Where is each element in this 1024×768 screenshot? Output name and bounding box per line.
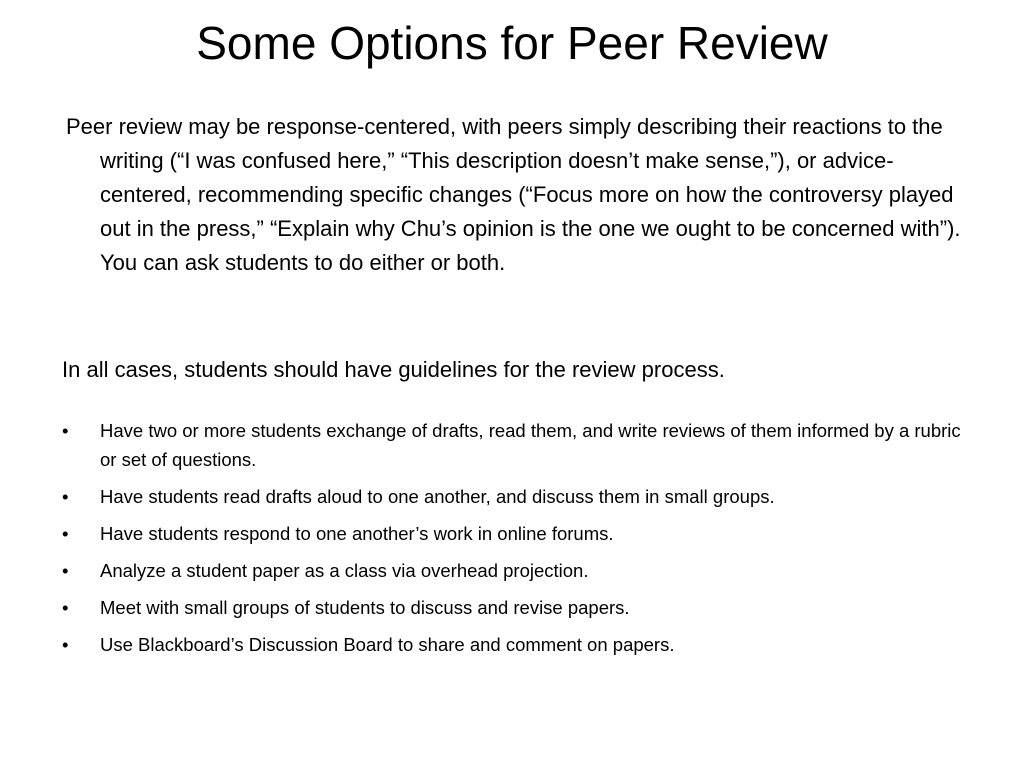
bullet-icon: •: [62, 486, 69, 507]
bullet-icon: •: [62, 420, 69, 441]
intro-paragraph: Peer review may be response-centered, with peers simply describing their reactions to the writing (“I was confused here,” “This description doesn’t make sense,”), or advice-centered, recommending specific changes (“Focus more on how the controversy played out in the press,” “Explain why Chu’s opinion is the one we ought to be concerned with”). You can ask students to do either or both.: [66, 114, 961, 275]
bullet-icon: •: [62, 523, 69, 544]
bullet-icon: •: [62, 560, 69, 581]
list-item: [62, 593, 962, 622]
list-item: [62, 416, 962, 474]
list-item-text: Meet with small groups of students to discuss and revise papers.: [100, 597, 630, 618]
list-item-text: Use Blackboard’s Discussion Board to share and comment on papers.: [100, 634, 675, 655]
bullet-icon: •: [62, 597, 69, 618]
list-item: [62, 482, 962, 511]
list-item: [62, 556, 962, 585]
list-item: [62, 630, 962, 659]
list-item-text: Analyze a student paper as a class via overhead projection.: [100, 560, 589, 581]
options-list: [62, 416, 962, 667]
list-item-text: Have students respond to one another’s work in online forums.: [100, 523, 614, 544]
list-item: [62, 519, 962, 548]
list-item-text: Have two or more students exchange of drafts, read them, and write reviews of them informed by a rubric or set of questions.: [100, 420, 961, 470]
list-item-text: Have students read drafts aloud to one another, and discuss them in small groups.: [100, 486, 775, 507]
bullet-icon: •: [62, 634, 69, 655]
slide-title: Some Options for Peer Review: [196, 17, 828, 69]
guidelines-statement: In all cases, students should have guidelines for the review process.: [62, 357, 725, 382]
